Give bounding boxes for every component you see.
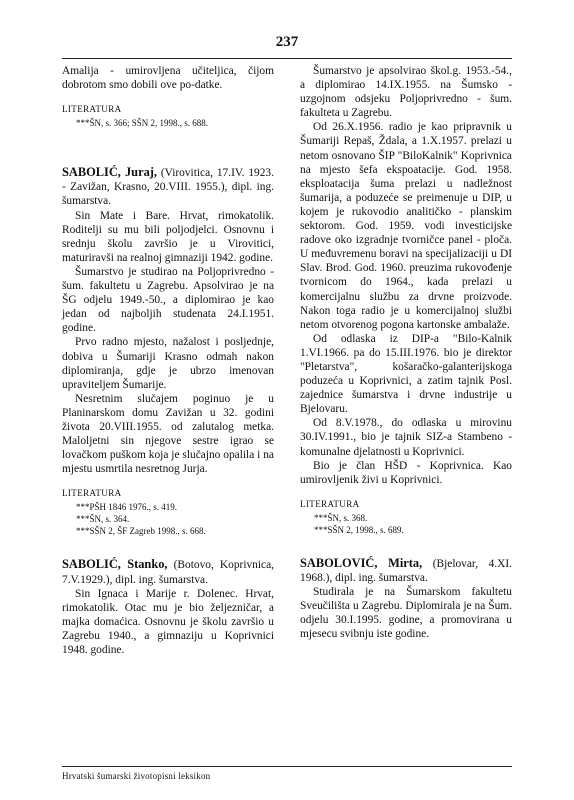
entry-paragraph: Od odlaska iz DIP-a "Bilo-Kalnik 1.VI.1966. pa do 15.III.1976. bio je direktor "Pletarstva", košaračko-galanterijskoga poduzeća u Koprivnici, a zatim tajnik Posl. zajednice šumarstva i drvne industrije u Bjelovaru. [300,332,512,416]
entry-name: SABOLIĆ, Stanko, [62,557,168,572]
literature-item: ***SŠN 2, 1998., s. 689. [314,524,404,535]
entry-details: (Bjelovar, 4.XI. 1968.), dipl. ing. šumarstva. [300,557,512,584]
literature-heading: LITERATURA [62,488,122,499]
literature-heading: LITERATURA [62,104,122,115]
literature-item: ***ŠN, s. 364. [76,514,130,525]
entry-name: SABOLIĆ, Juraj, [62,165,157,180]
literature-item: ***ŠN, s. 366; SŠN 2, 1998., s. 688. [76,118,209,129]
text-columns [62,64,512,760]
header-rule [62,58,512,59]
entry-paragraph: Sin Ignaca i Marije r. Dolenec. Hrvat, rimokatolik. Otac mu je bio željezničar, a majka domaćica. Osnovnu je školu završio u Zagrebu 1940., a gimnaziju u Koprivnici 1948. godine. [62,587,274,656]
intro-paragraph: Amalija - umirovljena učiteljica, čijom dobrotom smo dobili ove po-datke. [62,65,274,92]
entry-heading [62,557,274,586]
entry-paragraph: Od 8.V.1978., do odlaska u mirovinu 30.IV.1991., bio je tajnik SIZ-a Stambeno - komunalne djelatnosti u Koprivnici. [300,417,512,458]
literature-item: ***ŠN, s. 368. [314,512,368,523]
page-number: 237 [275,34,299,50]
entry-paragraph: Sin Mate i Bare. Hrvat, rimokatolik. Roditelji su mu bili poljodjelci. Osnovnu i srednju školu završio je u Virovitici, maturiravši na realnoj gimnaziji 1942. godine. [62,209,274,264]
entry-details: (Virovitica, 17.IV. 1923. - Zavižan, Krasno, 20.VIII. 1955.), dipl. ing. šumarstva. [62,167,274,208]
entry-paragraph: Šumarstvo je apsolvirao škol.g. 1953.-54., a diplomirao 14.IX.1955. na Šumsko - uzgojnom odsjeku Poljoprivredno - šum. fakulteta u Zagrebu. [300,65,512,120]
right-column [300,64,512,760]
literature-item: ***SŠN 2, ŠF Zagreb 1998., s. 668. [76,526,206,537]
entry-heading [62,165,274,208]
footer-text: Hrvatski šumarski životopisni leksikon [62,771,211,781]
entry-paragraph: Prvo radno mjesto, nažalost i posljednje, dobiva u Šumariji Krasno odmah nakon diplomiranja, gdje je ubrzo imenovan upraviteljem Šumarije. [62,336,274,391]
footer-rule [62,766,512,767]
literature-item: ***PŠH 1846 1976., s. 419. [76,502,178,513]
entry-paragraph: Bio je član HŠD - Koprivnica. Kao umirovljenik živi u Koprivnici. [300,459,512,486]
entry-details: (Botovo, Koprivnica, 7.V.1929.), dipl. ing. šumarstva. [62,559,274,586]
entry-heading [300,556,512,585]
entry-paragraph: Nesretnim slučajem poginuo je u Planinarskom domu Zavižan u 32. godini života 20.VIII.1955. od zalutalog metka. Maloljetni sin njegove sestre igrao se lovačkom puškom koja je slučajno opalila i na mjestu usmrtila nesretnog Jurja. [62,392,274,476]
entry-name: SABOLOVIĆ, Mirta, [300,555,423,570]
entry-paragraph: Od 26.X.1956. radio je kao pripravnik u Šumariji Repaš, Ždala, a 1.X.1957. prelazi u netom osnovano ŠIP "BiloKalnik" Koprivnica na mjesto šefa ekspoatacije. God. 1958. eksploatacija šuma prelazi u nadležnost šumarija, a poduzeće se preimenuje u DIP, u kojem je rukovodio analitičko - planskim sektorom. God. 1959. vodi investicijske radove oko izgradnje tvorničce panel - ploča. U međuvremenu boravi na specijalizaciji u DI Slav. Brod. God. 1960. preuzima rukovođenje tvornicom do 1964., kada prelazi u komercijalnu službu za drvne proizvode. Nakon toga radio je u komercijalnoj službi netom otvorenog pogona kartonske ambalaže. [300,121,512,331]
entry-paragraph: Šumarstvo je studirao na Poljoprivredno - šum. fakultetu u Zagrebu. Apsolvirao je na ŠG odjelu 1949.-50., a diplomirao je kao jedan od najboljih studenata 24.I.1951. godine. [62,265,274,335]
left-column [62,64,274,760]
literature-heading: LITERATURA [300,498,360,509]
entry-paragraph: Studirala je na Šumarskom fakultetu Sveučilišta u Zagrebu. Diplomirala je na Šum. odjelu 30.I.1995. godine, a promovirana u mjesecu svibnju iste godine. [300,586,512,641]
